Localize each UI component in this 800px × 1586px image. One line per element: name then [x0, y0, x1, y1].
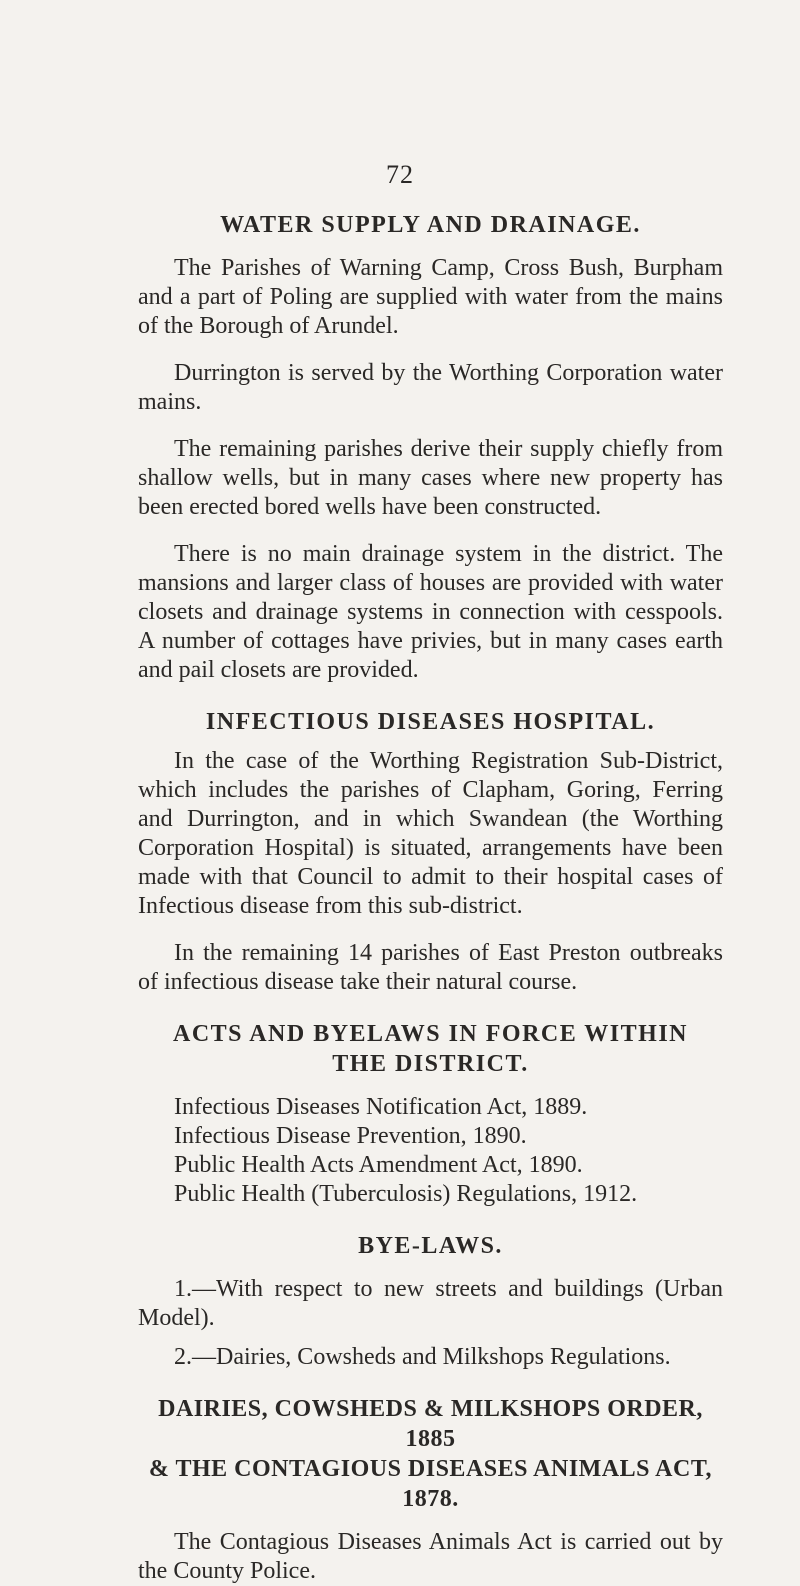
- water-paragraph-3: The remaining parishes derive their supply chiefly from shallow wells, but in many cases where new property has been erected bored wells have been constructed.: [138, 436, 723, 520]
- dairies-heading-line-1: DAIRIES, COWSHEDS & MILKSHOPS ORDER, 1885: [158, 1396, 703, 1452]
- acts-list: [138, 1093, 723, 1209]
- acts-list-item: Infectious Diseases Notification Act, 1889.: [174, 1094, 588, 1120]
- byelaws-section: [138, 1231, 723, 1372]
- water-supply-section: [138, 210, 723, 685]
- page-number: 72: [386, 160, 414, 189]
- acts-heading-line-2: THE DISTRICT.: [332, 1051, 529, 1077]
- hospital-paragraph-2: In the remaining 14 parishes of East Preston outbreaks of infectious disease take their natural course.: [138, 940, 723, 995]
- byelaws-heading: BYE-LAWS.: [358, 1233, 503, 1259]
- water-paragraph-2: Durrington is served by the Worthing Corporation water mains.: [138, 360, 723, 415]
- acts-heading-line-1: ACTS AND BYELAWS IN FORCE WITHIN: [173, 1021, 688, 1047]
- acts-list-item: Public Health Acts Amendment Act, 1890.: [174, 1152, 583, 1178]
- dairies-heading: [138, 1394, 723, 1514]
- dairies-section: [138, 1394, 723, 1586]
- hospital-section: [138, 707, 723, 997]
- byelaws-item-1: 1.—With respect to new streets and buildings (Urban Model).: [138, 1276, 723, 1331]
- water-supply-heading: WATER SUPPLY AND DRAINAGE.: [220, 212, 641, 238]
- water-paragraph-4: There is no main drainage system in the district. The mansions and larger class of houses are provided with water closets and drainage systems in connection with cesspools. A number of cottages have privies, but in many cases earth and pail closets are provided.: [138, 541, 723, 683]
- hospital-paragraph-1: In the case of the Worthing Registration Sub-District, which includes the parishes of Clapham, Goring, Ferring and Durrington, and in which Swandean (the Worthing Corporation Hospital) is situated, arrangements have been made with that Council to admit to their hospital cases of Infectious disease from this sub-district.: [138, 748, 723, 919]
- acts-list-item: Infectious Disease Prevention, 1890.: [174, 1123, 527, 1149]
- page-content: [138, 210, 723, 1586]
- acts-heading: [138, 1019, 723, 1079]
- water-paragraph-1: The Parishes of Warning Camp, Cross Bush, Burpham and a part of Poling are supplied with water from the mains of the Borough of Arundel.: [138, 255, 723, 339]
- dairies-heading-line-2: & THE CONTAGIOUS DISEASES ANIMALS ACT, 1878.: [148, 1456, 713, 1512]
- dairies-paragraph-1: The Contagious Diseases Animals Act is carried out by the County Police.: [138, 1529, 723, 1584]
- hospital-heading: INFECTIOUS DISEASES HOSPITAL.: [205, 709, 656, 735]
- acts-list-item: Public Health (Tuberculosis) Regulations, 1912.: [174, 1181, 638, 1207]
- byelaws-item-2: 2.—Dairies, Cowsheds and Milkshops Regulations.: [174, 1344, 671, 1370]
- acts-section: [138, 1019, 723, 1209]
